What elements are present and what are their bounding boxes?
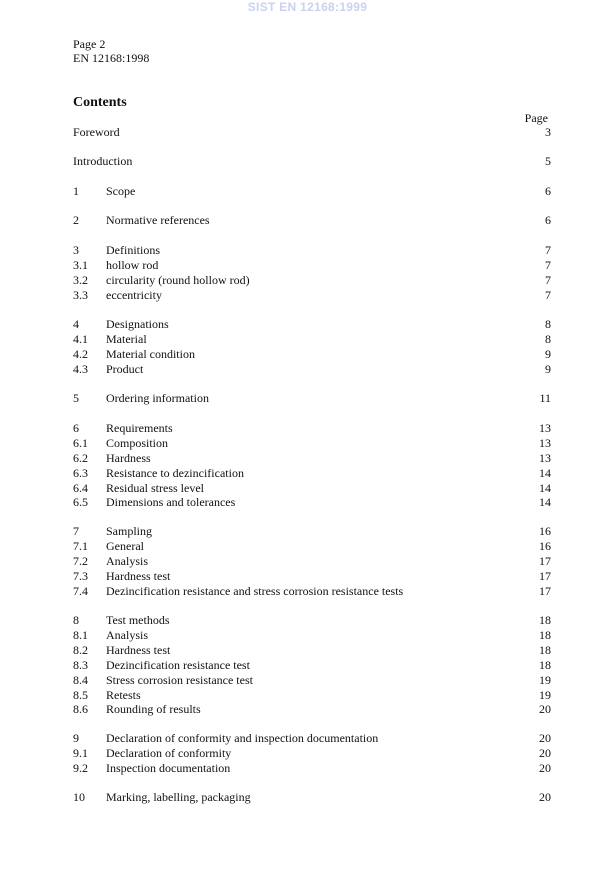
- page-number-line: Page 2: [73, 37, 106, 51]
- standard-number-line: EN 12168:1998: [73, 51, 150, 65]
- toc-entry-title: Product: [106, 362, 144, 376]
- toc-entry-title: Material condition: [106, 347, 195, 361]
- toc-entry-title: Hardness test: [106, 643, 171, 657]
- toc-entry[interactable]: [73, 258, 551, 273]
- toc-entry-page: 18: [539, 613, 551, 627]
- toc-entry[interactable]: [73, 154, 551, 169]
- toc-entry-title: Hardness: [106, 451, 151, 465]
- toc-entry-title: Normative references: [106, 213, 210, 227]
- toc-entry[interactable]: [73, 524, 551, 539]
- toc-entry-number: 3.3: [73, 288, 88, 302]
- toc-entry[interactable]: [73, 658, 551, 673]
- toc-entry-page: 7: [545, 258, 551, 272]
- toc-entry-number: 3.2: [73, 273, 88, 287]
- toc-entry-page: 20: [539, 746, 551, 760]
- toc-entry[interactable]: [73, 332, 551, 347]
- toc-entry[interactable]: [73, 362, 551, 377]
- toc-entry-number: 6.2: [73, 451, 88, 465]
- page-column-label: Page: [524, 111, 548, 125]
- toc-entry[interactable]: [73, 421, 551, 436]
- toc-entry-number: 6.3: [73, 466, 88, 480]
- toc-entry-page: 13: [539, 421, 551, 435]
- toc-entry-title: Scope: [106, 184, 136, 198]
- toc-entry-page: 9: [545, 362, 551, 376]
- toc-entry-page: 6: [545, 184, 551, 198]
- toc-entry[interactable]: [73, 761, 551, 776]
- toc-entry[interactable]: [73, 451, 551, 466]
- toc-entry-title: Residual stress level: [106, 481, 204, 495]
- toc-entry-page: 7: [545, 243, 551, 257]
- toc-entry[interactable]: [73, 184, 551, 199]
- toc-entry-number: 8.2: [73, 643, 88, 657]
- toc-entry[interactable]: [73, 273, 551, 288]
- toc-entry-page: 14: [539, 466, 551, 480]
- toc-entry-page: 8: [545, 332, 551, 346]
- watermark: SIST EN 12168:1999: [247, 0, 368, 14]
- toc-entry-number: 8.5: [73, 688, 88, 702]
- toc-entry-number: 1: [73, 184, 79, 198]
- toc-entry-page: 20: [539, 761, 551, 775]
- toc-entry-page: 14: [539, 481, 551, 495]
- toc-entry-page: 9: [545, 347, 551, 361]
- toc-entry-page: 8: [545, 317, 551, 331]
- toc-entry-title: Dezincification resistance and stress corrosion resistance tests: [106, 584, 404, 598]
- toc-entry-title: Dezincification resistance test: [106, 658, 250, 672]
- toc-entry-title: Foreword: [73, 125, 120, 139]
- toc-entry-page: 18: [539, 643, 551, 657]
- toc-entry-number: 8.4: [73, 673, 88, 687]
- toc-entry-number: 7.2: [73, 554, 88, 568]
- toc-entry[interactable]: [73, 569, 551, 584]
- toc-entry-page: 18: [539, 628, 551, 642]
- toc-entry-page: 16: [539, 524, 551, 538]
- toc-entry-number: 10: [73, 790, 85, 804]
- toc-entry-page: 5: [545, 154, 551, 168]
- toc-entry[interactable]: [73, 554, 551, 569]
- toc-entry-page: 3: [545, 125, 551, 139]
- toc-entry-page: 7: [545, 288, 551, 302]
- toc-entry-number: 9.2: [73, 761, 88, 775]
- toc-entry[interactable]: [73, 643, 551, 658]
- toc-entry-title: Stress corrosion resistance test: [106, 673, 253, 687]
- toc-entry-number: 7.4: [73, 584, 88, 598]
- toc-entry[interactable]: [73, 584, 551, 599]
- toc-entry-number: 7: [73, 524, 79, 538]
- toc-entry[interactable]: [73, 125, 551, 140]
- contents-title: Contents: [73, 95, 127, 110]
- toc-entry-page: 14: [539, 495, 551, 509]
- toc-entry[interactable]: [73, 317, 551, 332]
- toc-entry-number: 8.1: [73, 628, 88, 642]
- toc-entry-title: Composition: [106, 436, 169, 450]
- toc-entry-title: Dimensions and tolerances: [106, 495, 236, 509]
- toc-entry-title: Rounding of results: [106, 702, 201, 716]
- toc-entry-page: 19: [539, 673, 551, 687]
- toc-entry-number: 8.3: [73, 658, 88, 672]
- toc-entry-title: Material: [106, 332, 147, 346]
- toc-entry-title: eccentricity: [106, 288, 162, 302]
- toc-entry-number: 6.1: [73, 436, 88, 450]
- toc-entry-number: 3.1: [73, 258, 88, 272]
- toc-entry-page: 13: [539, 451, 551, 465]
- toc-entry-title: Ordering information: [106, 391, 209, 405]
- toc-entry[interactable]: [73, 702, 551, 717]
- toc-entry-page: 19: [539, 688, 551, 702]
- toc-entry-title: Test methods: [106, 613, 170, 627]
- toc-entry-title: Introduction: [73, 154, 133, 168]
- toc-entry[interactable]: [73, 466, 551, 481]
- toc-entry-number: 6.4: [73, 481, 88, 495]
- toc-entry-page: 6: [545, 213, 551, 227]
- toc-entry-title: Designations: [106, 317, 169, 331]
- toc-entry[interactable]: [73, 628, 551, 643]
- toc-entry-page: 20: [539, 702, 551, 716]
- toc-entry-title: Analysis: [106, 628, 148, 642]
- toc-entry-number: 8.6: [73, 702, 88, 716]
- toc-entry[interactable]: [73, 213, 551, 228]
- toc-entry[interactable]: [73, 243, 551, 258]
- toc-entry[interactable]: [73, 495, 551, 510]
- toc-entry-number: 7.3: [73, 569, 88, 583]
- toc-entry-title: hollow rod: [106, 258, 159, 272]
- toc-entry-title: Inspection documentation: [106, 761, 231, 775]
- toc-entry-page: 11: [539, 391, 551, 405]
- toc-entry-number: 4.2: [73, 347, 88, 361]
- toc-entry-number: 8: [73, 613, 79, 627]
- toc-entry-number: 9.1: [73, 746, 88, 760]
- toc-entry[interactable]: [73, 391, 551, 406]
- toc-entry-title: Hardness test: [106, 569, 171, 583]
- toc-entry-page: 17: [539, 584, 551, 598]
- toc-entry[interactable]: [73, 731, 551, 746]
- toc-entry-page: 7: [545, 273, 551, 287]
- toc-entry-page: 16: [539, 539, 551, 553]
- toc-entry-page: 17: [539, 554, 551, 568]
- toc-entry-page: 20: [539, 731, 551, 745]
- toc-entry-title: Analysis: [106, 554, 148, 568]
- toc-entry-page: 13: [539, 436, 551, 450]
- toc-entry[interactable]: [73, 436, 551, 451]
- toc-entry[interactable]: [73, 539, 551, 554]
- toc-entry-number: 4.3: [73, 362, 88, 376]
- toc-entry-page: 20: [539, 790, 551, 804]
- toc-entry[interactable]: [73, 347, 551, 362]
- toc-entry-number: 7.1: [73, 539, 88, 553]
- toc-entry-title: Resistance to dezincification: [106, 466, 244, 480]
- toc-entry-title: Declaration of conformity and inspection documentation: [106, 731, 379, 745]
- toc-entry-number: 3: [73, 243, 79, 257]
- toc-entry[interactable]: [73, 613, 551, 628]
- toc-entry-title: Requirements: [106, 421, 173, 435]
- toc-entry-title: Retests: [106, 688, 141, 702]
- toc-entry-number: 4: [73, 317, 79, 331]
- toc-entry[interactable]: [73, 673, 551, 688]
- toc-entry-title: Definitions: [106, 243, 160, 257]
- toc-entry-title: Marking, labelling, packaging: [106, 790, 251, 804]
- toc-entry-number: 2: [73, 213, 79, 227]
- toc-entry[interactable]: [73, 288, 551, 303]
- toc-entry[interactable]: [73, 746, 551, 761]
- toc-entry-page: 17: [539, 569, 551, 583]
- toc-entry[interactable]: [73, 790, 551, 805]
- toc-entry-number: 6.5: [73, 495, 88, 509]
- toc-entry[interactable]: [73, 688, 551, 703]
- toc-entry-number: 9: [73, 731, 79, 745]
- toc-entry-number: 5: [73, 391, 79, 405]
- toc-entry-title: Declaration of conformity: [106, 746, 232, 760]
- toc-entry-number: 4.1: [73, 332, 88, 346]
- toc-entry[interactable]: [73, 481, 551, 496]
- toc-entry-number: 6: [73, 421, 79, 435]
- toc-entry-page: 18: [539, 658, 551, 672]
- toc-entry-title: circularity (round hollow rod): [106, 273, 250, 287]
- toc-entry-title: Sampling: [106, 524, 153, 538]
- toc-entry-title: General: [106, 539, 144, 553]
